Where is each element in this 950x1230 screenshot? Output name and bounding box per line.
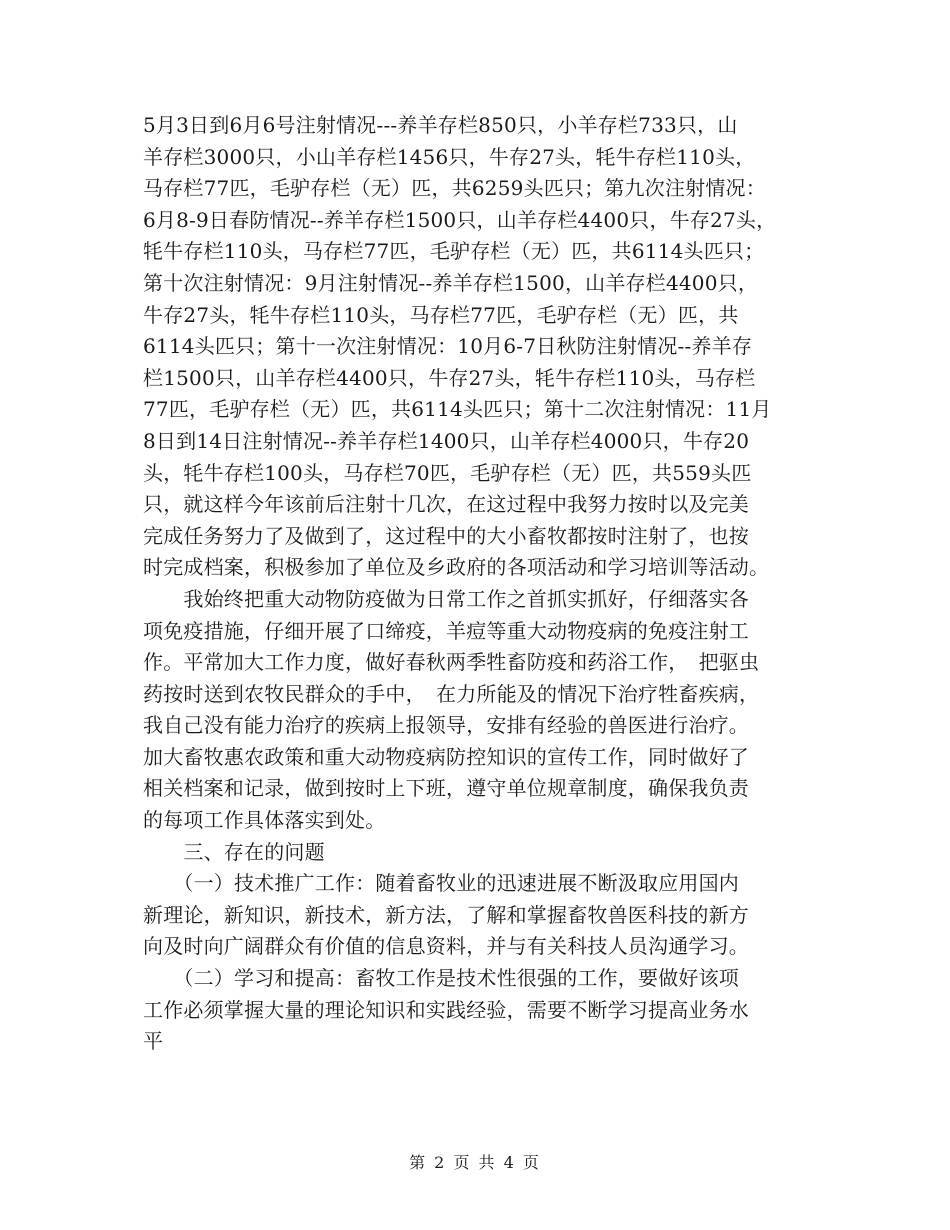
text-line: 羊存栏3000只，小山羊存栏1456只，牛存27头，牦牛存栏110头， [143,144,756,169]
text-line: 牦牛存栏110头，马存栏77匹，毛驴存栏（无）匹，共6114头匹只； [143,239,765,264]
page-footer: 第 2 页 共 4 页 [409,1153,541,1172]
text-line: 向及时向广阔群众有价值的信息资料，并与有关科技人员沟通学习。 [143,934,749,959]
text-line: 5月3日到6月6号注射情况---养羊存栏850只，小羊存栏733只，山 [143,113,738,137]
text-line: 项免疫措施，仔细开展了口缔疫，羊痘等重大动物疫病的免疫注射工 [143,618,749,643]
text-line: 相关档案和记录，做到按时上下班，遵守单位规章制度，确保我负责 [143,776,749,801]
text-line: 栏1500只，山羊存栏4400只，牛存27头，牦牛存栏110头，马存栏 [143,365,756,390]
body-text [143,110,823,1058]
text-line: 加大畜牧惠农政策和重大动物疫病防控知识的宣传工作，同时做好了 [143,744,749,769]
text-line: 牛存27头，牦牛存栏110头，马存栏77匹，毛驴存栏（无）匹，共 [143,302,739,327]
text-line: 头，牦牛存栏100头，马存栏70匹，毛驴存栏（无）匹，共559头匹 [143,460,752,485]
text-line: 新理论，新知识，新技术，新方法，了解和掌握畜牧兽医科技的新方 [143,902,749,927]
text-line: 我自己没有能力治疗的疾病上报领导，安排有经验的兽医进行治疗。 [143,713,749,738]
text-line: 第十次注射情况：9月注射情况--养羊存栏1500，山羊存栏4400只， [143,270,759,295]
text-line: 完成任务努力了及做到了，这过程中的大小畜牧都按时注射了，也按 [143,523,749,548]
text-line: 只，就这样今年该前后注射十几次，在这过程中我努力按时以及完美 [143,492,749,517]
text-line: 的每项工作具体落实到处。 [143,808,386,833]
text-line: 时完成档案，积极参加了单位及乡政府的各项活动和学习培训等活动。 [143,555,770,580]
text-line: 6114头匹只；第十一次注射情况：10月6-7日秋防注射情况--养羊存 [143,334,753,359]
text-line: 马存栏77匹，毛驴存栏（无）匹，共6259头匹只；第九次注射情况： [143,176,766,201]
text-line: 6月8-9日春防情况--养羊存栏1500只，山羊存栏4400只，牛存27头， [143,207,777,232]
text-line: 8日到14日注射情况--养羊存栏1400只，山羊存栏4000只，牛存20 [143,428,750,453]
text-line: 工作必须掌握大量的理论知识和实践经验，需要不断学习提高业务水 [143,997,749,1022]
section-heading: 三、存在的问题 [143,839,325,864]
text-line: 我始终把重大动物防疫做为日常工作之首抓实抓好，仔细落实各 [143,586,749,611]
text-line: 作。平常加大工作力度，做好春秋两季牲畜防疫和药浴工作， 把驱虫 [143,650,760,675]
text-line: 平 [143,1029,164,1054]
text-line: 77匹，毛驴存栏（无）匹，共6114头匹只；第十二次注射情况：11月 [143,397,772,422]
text-line: 药按时送到农牧民群众的手中， 在力所能及的情况下治疗牲畜疾病， [143,681,760,706]
text-line: （二）学习和提高：畜牧工作是技术性很强的工作，要做好该项 [143,966,739,991]
text-line: （一）技术推广工作：随着畜牧业的迅速进展不断汲取应用国内 [143,871,739,896]
